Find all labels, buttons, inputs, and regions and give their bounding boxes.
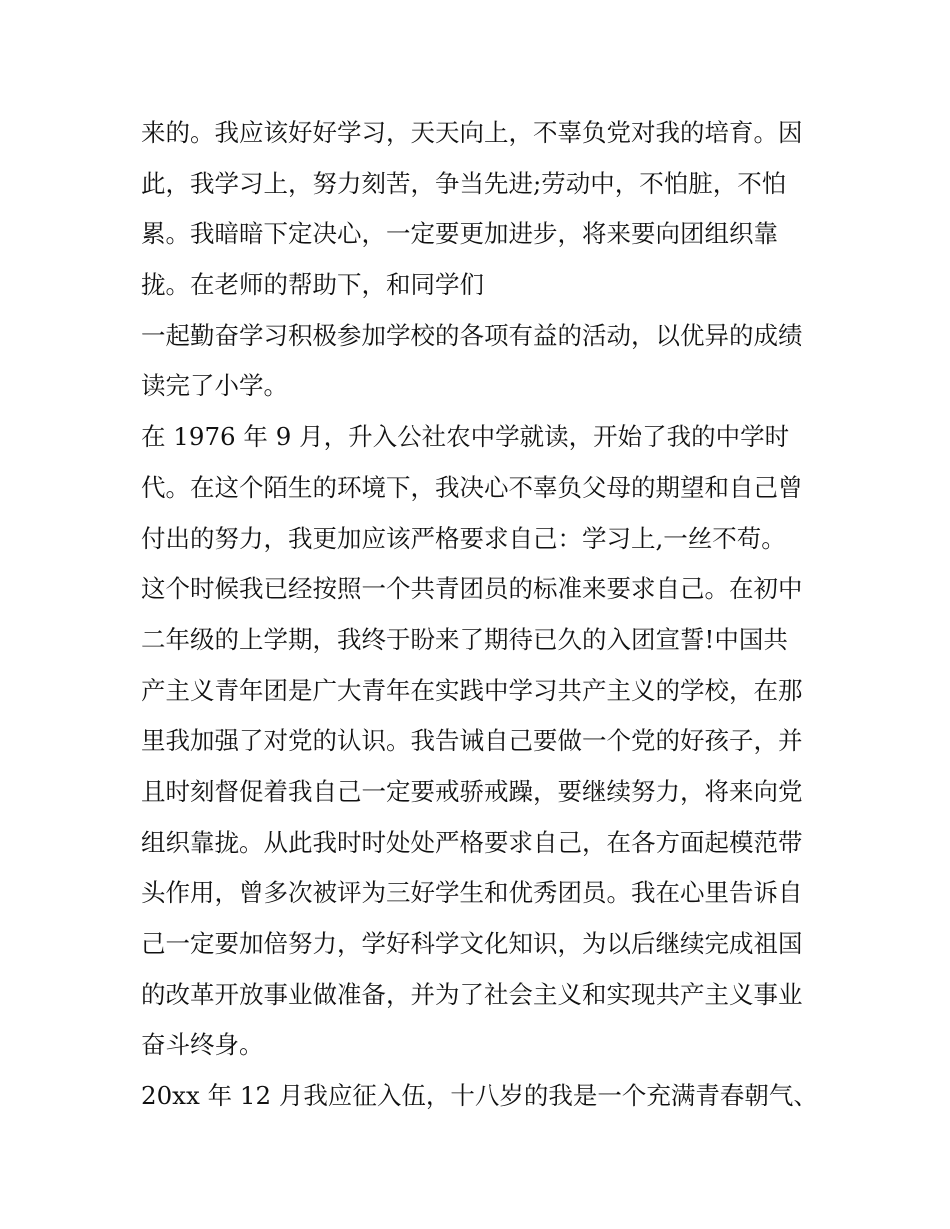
text-line: 拢。在老师的帮助下，和同学们: [141, 270, 484, 300]
text-line: 产主义青年团是广大青年在实践中学习共产主义的学校，在那: [141, 675, 803, 705]
text-line: 代。在这个陌生的环境下，我决心不辜负父母的期望和自己曾: [141, 472, 803, 502]
text-line: 己一定要加倍努力，学好科学文化知识，为以后继续完成祖国: [141, 929, 803, 958]
text-line: 组织靠拢。从此我时时处处严格要求自己，在各方面起模范带: [141, 827, 803, 857]
text-line: 头作用，曾多次被评为三好学生和优秀团员。我在心里告诉自: [141, 878, 803, 908]
text-line: 的改革开放事业做准备，并为了社会主义和实现共产主义事业: [141, 979, 803, 1009]
body-text: [141, 108, 821, 1122]
text-line: 累。我暗暗下定决心，一定要更加进步，将来要向团组织靠: [141, 219, 778, 249]
text-line: 20xx 年 12 月我应征入伍，十八岁的我是一个充满青春朝气、: [141, 1081, 818, 1111]
text-line: 来的。我应该好好学习，天天向上，不辜负党对我的培育。因: [141, 118, 803, 147]
text-line: 此，我学习上，努力刻苦，争当先进;劳动中，不怕脏，不怕: [141, 168, 787, 198]
text-line: 这个时候我已经按照一个共青团员的标准来要求自己。在初中: [141, 574, 803, 604]
text-line: 一起勤奋学习积极参加学校的各项有益的活动，以优异的成绩: [141, 320, 803, 350]
text-line: 读完了小学。: [141, 371, 288, 401]
text-line: 且时刻督促着我自己一定要戒骄戒躁，要继续努力，将来向党: [141, 776, 803, 806]
text-line: 里我加强了对党的认识。我告诫自己要做一个党的好孩子，并: [141, 726, 803, 756]
text-line: 二年级的上学期，我终于盼来了期待已久的入团宣誓!中国共: [141, 624, 788, 654]
text-line: 付出的努力，我更加应该严格要求自己：学习上,一丝不苟。: [141, 523, 786, 553]
text-line: 在 1976 年 9 月，升入公社农中学就读，开始了我的中学时: [141, 422, 790, 452]
text-line: 奋斗终身。: [141, 1030, 264, 1060]
